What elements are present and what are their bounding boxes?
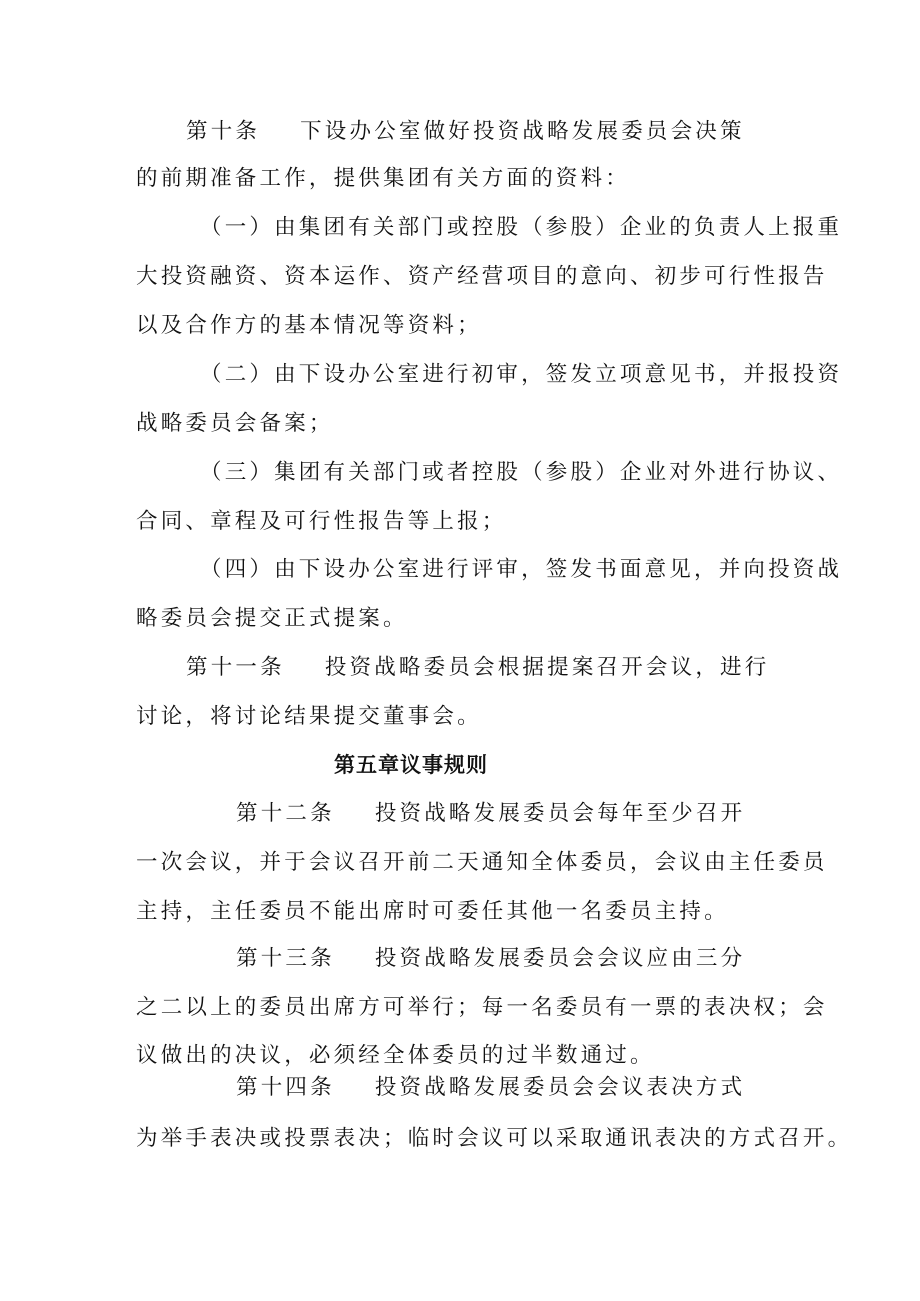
item-1-line-3: 以及合作方的基本情况等资料； <box>136 313 482 338</box>
chapter-title: 议事规则 <box>400 753 488 777</box>
chapter-heading <box>334 750 488 780</box>
article-12-line-2: 一次会议，并于会议召开前二天通知全体委员，会议由主任委员 <box>136 850 828 875</box>
article-10-line-1 <box>186 117 745 147</box>
item-3-line-1: （三）集团有关部门或者控股（参股）企业对外进行协议、 <box>200 460 843 485</box>
article-11-number: 第十一条 <box>186 655 285 680</box>
item-4-line-1: （四）由下设办公室进行评审，签发书面意见，并向投资战 <box>200 557 843 582</box>
article-14-number: 第十四条 <box>236 1075 335 1100</box>
item-1-line-1: （一）由集团有关部门或控股（参股）企业的负责人上报重 <box>200 215 843 240</box>
item-1-line-2: 大投资融资、资本运作、资产经营项目的意向、初步可行性报告 <box>136 264 828 289</box>
article-10-text: 下设办公室做好投资战略发展委员会决策 <box>300 119 745 144</box>
article-12-line-1 <box>236 799 745 829</box>
article-11-line-2: 讨论，将讨论结果提交董事会。 <box>136 704 482 729</box>
article-12-line-3: 主持，主任委员不能出席时可委任其他一名委员主持。 <box>136 899 729 924</box>
article-14-line-1 <box>236 1073 745 1103</box>
article-12-number: 第十二条 <box>236 801 335 826</box>
chapter-number: 第五章 <box>334 753 400 777</box>
article-13-number: 第十三条 <box>236 946 335 971</box>
article-13-line-3: 议做出的决议，必须经全体委员的过半数通过。 <box>136 1043 655 1068</box>
article-11-text: 投资战略委员会根据提案召开会议，进行 <box>324 655 770 680</box>
article-10-line-2: 的前期准备工作，提供集团有关方面的资料： <box>136 166 631 191</box>
article-13-line-2: 之二以上的委员出席方可举行；每一名委员有一票的表决权；会 <box>136 995 828 1020</box>
item-2-line-1: （二）由下设办公室进行初审，签发立项意见书，并报投资 <box>200 362 843 387</box>
item-3-line-2: 合同、章程及可行性报告等上报； <box>136 509 507 534</box>
article-12-text: 投资战略发展委员会每年至少召开 <box>374 801 746 826</box>
item-2-line-2: 战略委员会备案； <box>136 411 334 436</box>
article-10-number: 第十条 <box>186 119 261 144</box>
article-13-line-1 <box>236 944 745 974</box>
article-14-line-2: 为举手表决或投票表决；临时会议可以采取通讯表决的方式召开。 <box>136 1126 853 1151</box>
item-4-line-2: 略委员会提交正式提案。 <box>136 606 408 631</box>
article-14-text: 投资战略发展委员会会议表决方式 <box>374 1075 746 1100</box>
article-11-line-1 <box>186 653 769 683</box>
article-13-text: 投资战略发展委员会会议应由三分 <box>374 946 746 971</box>
